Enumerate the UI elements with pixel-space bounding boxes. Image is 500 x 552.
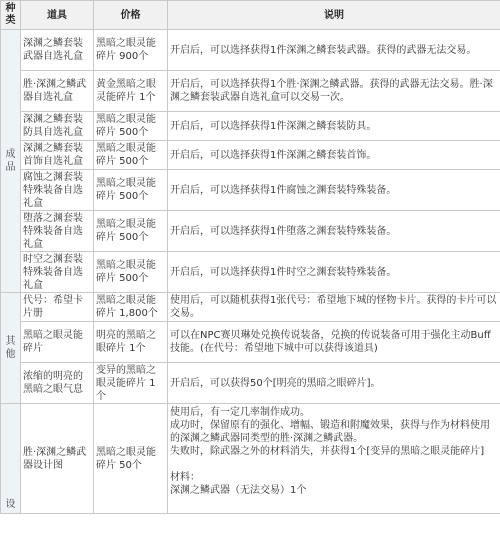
description-cell: [168, 404, 500, 514]
header-type: 种类: [1, 1, 21, 30]
price-cell: 黑暗之眼灵能碎片 1,800个: [94, 293, 168, 322]
description-line: 失败时，除武器之外的材料消失，并获得1个[变异的黑暗之眼灵能碎片]: [170, 446, 485, 457]
description-line: [170, 458, 498, 471]
description-line: 材料：: [170, 472, 200, 483]
table-row: [1, 71, 500, 112]
item-cell: 堕落之渊套装特殊装备自选礼盒: [21, 211, 94, 252]
price-cell: 黑暗之眼灵能碎片 500个: [94, 211, 168, 252]
description-cell: 开启后，可以获得50个[明亮的黑暗之眼碎片]。: [168, 363, 500, 404]
description-cell: 开启后，可以选择获得1件时空之渊套装特殊装备。: [168, 252, 500, 293]
item-cell: 深渊之鳞套装武器自选礼盒: [21, 30, 94, 71]
header-description: 说明: [168, 1, 500, 30]
price-cell: 黄金黑暗之眼灵能碎片 1个: [94, 71, 168, 112]
table-row: [1, 404, 500, 514]
price-cell: 黑暗之眼灵能碎片 500个: [94, 112, 168, 141]
item-cell: 腐蚀之渊套装特殊装备自选礼盒: [21, 170, 94, 211]
description-cell: 使用后，可以随机获得1张代号：希望地下城的怪物卡片。获得的卡片可以交易。: [168, 293, 500, 322]
table-row: [1, 170, 500, 211]
item-cell: 胜·深渊之鳞武器自选礼盒: [21, 71, 94, 112]
description-cell: 开启后，可以选择获得1件深渊之鳞套装防具。: [168, 112, 500, 141]
price-cell: 明亮的黑暗之眼碎片 1个: [94, 322, 168, 363]
item-cell: 深渊之鳞套装防具自选礼盒: [21, 112, 94, 141]
table-row: [1, 363, 500, 404]
table-row: [1, 252, 500, 293]
price-cell: 黑暗之眼灵能碎片 50个: [94, 404, 168, 514]
item-cell: 浓缩的明亮的黑暗之眼气息: [21, 363, 94, 404]
category-cell: 设: [1, 404, 21, 514]
description-cell: 开启后，可以选择获得1件腐蚀之渊套装特殊装备。: [168, 170, 500, 211]
item-cell: 代号：希望卡片册: [21, 293, 94, 322]
table-row: [1, 112, 500, 141]
price-cell: 黑暗之眼灵能碎片 900个: [94, 30, 168, 71]
description-cell: 开启后，可以选择获得1件深渊之鳞套装武器。获得的武器无法交易。: [168, 30, 500, 71]
table-row: [1, 30, 500, 71]
description-cell: 开启后，可以选择获得1件堕落之渊套装特殊装备。: [168, 211, 500, 252]
description-line: 使用后，有一定几率制作成功。: [170, 407, 310, 418]
table-row: [1, 322, 500, 363]
header-price: 价格: [94, 1, 168, 30]
description-line: 深渊之鳞武器（无法交易）1个: [170, 485, 307, 496]
table-header-row: [1, 1, 500, 30]
item-cell: 时空之渊套装特殊装备自选礼盒: [21, 252, 94, 293]
item-cell: 黑暗之眼灵能碎片: [21, 322, 94, 363]
table-row: [1, 293, 500, 322]
item-cell: 深渊之鳞套装首饰自选礼盒: [21, 141, 94, 170]
header-item: 道具: [21, 1, 94, 30]
price-cell: 黑暗之眼灵能碎片 500个: [94, 252, 168, 293]
description-cell: 开启后，可以选择获得1件深渊之鳞套装首饰。: [168, 141, 500, 170]
category-cell: 成品: [1, 30, 21, 293]
description-cell: 可以在NPC赛贝琳处兑换传说装备，兑换的传说装备可用于强化主动Buff技能。(在代号：希望地下城中可以获得该道具): [168, 322, 500, 363]
table-row: [1, 211, 500, 252]
table-row: [1, 141, 500, 170]
description-cell: 开启后，可以选择获得1个胜·深渊之鳞武器。获得的武器无法交易。胜·深渊之鳞套装武器自选礼盒可以交易一次。: [168, 71, 500, 112]
price-cell: 黑暗之眼灵能碎片 500个: [94, 170, 168, 211]
price-cell: 黑暗之眼灵能碎片 500个: [94, 141, 168, 170]
description-line: 成功时，保留原有的强化、增幅、锻造和附魔效果，获得与作为材料使用的深渊之鳞武器同类型的胜·深渊之鳞武器。: [170, 420, 490, 444]
price-cell: 变异的黑暗之眼灵能碎片 1个: [94, 363, 168, 404]
category-cell: 其他: [1, 293, 21, 404]
item-cell: 胜·深渊之鳞武器设计图: [21, 404, 94, 514]
